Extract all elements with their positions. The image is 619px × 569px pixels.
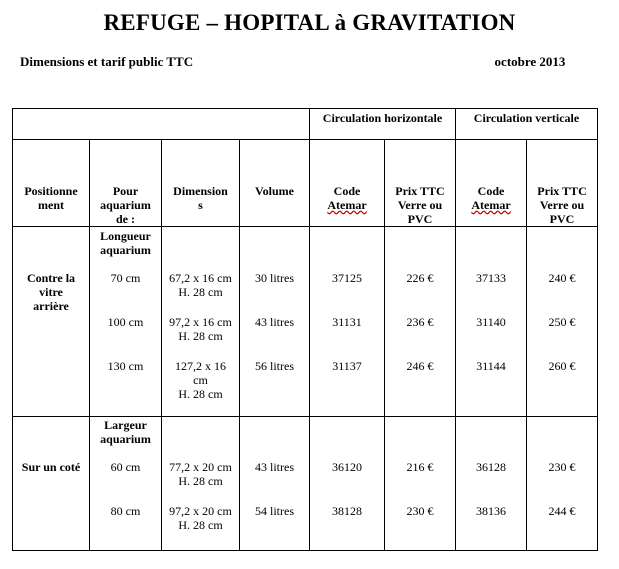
header-pour: Pour aquarium de : bbox=[90, 140, 162, 227]
prix-v-cell bbox=[527, 417, 598, 551]
size-value: 130 cm bbox=[107, 359, 144, 373]
atemar-word: Atemar bbox=[327, 198, 367, 212]
column-header-row bbox=[13, 140, 598, 227]
price-value: 244 € bbox=[548, 504, 576, 518]
size-cell bbox=[90, 227, 162, 417]
document-title: REFUGE – HOPITAL à GRAVITATION bbox=[103, 10, 516, 35]
size-value: 60 cm bbox=[110, 460, 141, 474]
price-value: 240 € bbox=[548, 271, 576, 285]
price-value: 226 € bbox=[406, 271, 434, 285]
dims-value: 97,2 x 20 cm H. 28 cm bbox=[169, 504, 232, 532]
dims-value: 77,2 x 20 cm H. 28 cm bbox=[169, 460, 232, 488]
code-v-cell bbox=[456, 227, 527, 417]
position-label: Contre la vitre arrière bbox=[26, 271, 76, 313]
code-value: 31144 bbox=[476, 359, 506, 373]
header-prix-vertical: Prix TTC Verre ou PVC bbox=[527, 140, 598, 227]
volume-value: 43 litres bbox=[255, 315, 294, 329]
code-value: 38128 bbox=[332, 504, 362, 518]
section-position-cell bbox=[13, 227, 90, 417]
dims-cell bbox=[162, 227, 240, 417]
header-code-vertical bbox=[456, 140, 527, 227]
price-value: 230 € bbox=[406, 504, 434, 518]
price-value: 236 € bbox=[406, 315, 434, 329]
dims-value: 97,2 x 16 cm H. 28 cm bbox=[169, 315, 232, 343]
group-header-row bbox=[13, 109, 598, 140]
code-value: 31140 bbox=[476, 315, 506, 329]
header-volume: Volume bbox=[240, 140, 310, 227]
price-value: 246 € bbox=[406, 359, 434, 373]
size-value: 100 cm bbox=[107, 315, 144, 329]
header-dimensions: Dimension s bbox=[162, 140, 240, 227]
volume-value: 43 litres bbox=[255, 460, 294, 474]
atemar-word: Atemar bbox=[471, 198, 511, 212]
code-value: 31137 bbox=[332, 359, 362, 373]
volume-value: 30 litres bbox=[255, 271, 294, 285]
volume-value: 54 litres bbox=[255, 504, 294, 518]
header-prix-horizontal: Prix TTC Verre ou PVC bbox=[385, 140, 456, 227]
group-header-empty bbox=[13, 109, 310, 140]
code-h-cell bbox=[310, 417, 385, 551]
document-date: octobre 2013 bbox=[494, 54, 566, 69]
dims-cell bbox=[162, 417, 240, 551]
section-position-cell bbox=[13, 417, 90, 551]
group-header-horizontal: Circulation horizontale bbox=[310, 109, 456, 140]
document-subtitle: Dimensions et tarif public TTC bbox=[20, 54, 194, 69]
code-word: Code bbox=[333, 184, 361, 198]
code-label bbox=[471, 184, 510, 212]
section-row-cote bbox=[13, 417, 598, 551]
prix-h-cell bbox=[385, 227, 456, 417]
position-label: Sur un coté bbox=[21, 460, 81, 474]
size-value: 70 cm bbox=[110, 271, 141, 285]
code-h-cell bbox=[310, 227, 385, 417]
group-header-vertical: Circulation verticale bbox=[456, 109, 598, 140]
volume-value: 56 litres bbox=[255, 359, 294, 373]
code-v-cell bbox=[456, 417, 527, 551]
section-row-contre bbox=[13, 227, 598, 417]
size-value: 80 cm bbox=[110, 504, 141, 518]
dims-value: 127,2 x 16 cm H. 28 cm bbox=[175, 359, 226, 401]
measure-label: Largeur aquarium bbox=[100, 418, 151, 446]
code-word: Code bbox=[477, 184, 505, 198]
code-value: 38136 bbox=[476, 504, 506, 518]
code-value: 36120 bbox=[332, 460, 362, 474]
price-value: 230 € bbox=[548, 460, 576, 474]
header-position: Positionne ment bbox=[13, 140, 90, 227]
code-label bbox=[327, 184, 366, 212]
code-value: 31131 bbox=[332, 315, 362, 329]
code-value: 37125 bbox=[332, 271, 362, 285]
size-cell bbox=[90, 417, 162, 551]
header-code-horizontal bbox=[310, 140, 385, 227]
price-value: 260 € bbox=[548, 359, 576, 373]
code-value: 36128 bbox=[476, 460, 506, 474]
volume-cell bbox=[240, 417, 310, 551]
dims-value: 67,2 x 16 cm H. 28 cm bbox=[169, 271, 232, 299]
prix-h-cell bbox=[385, 417, 456, 551]
price-value: 250 € bbox=[548, 315, 576, 329]
measure-label: Longueur aquarium bbox=[100, 229, 151, 257]
pricing-table bbox=[12, 108, 598, 551]
price-value: 216 € bbox=[406, 460, 434, 474]
prix-v-cell bbox=[527, 227, 598, 417]
code-value: 37133 bbox=[476, 271, 506, 285]
volume-cell bbox=[240, 227, 310, 417]
